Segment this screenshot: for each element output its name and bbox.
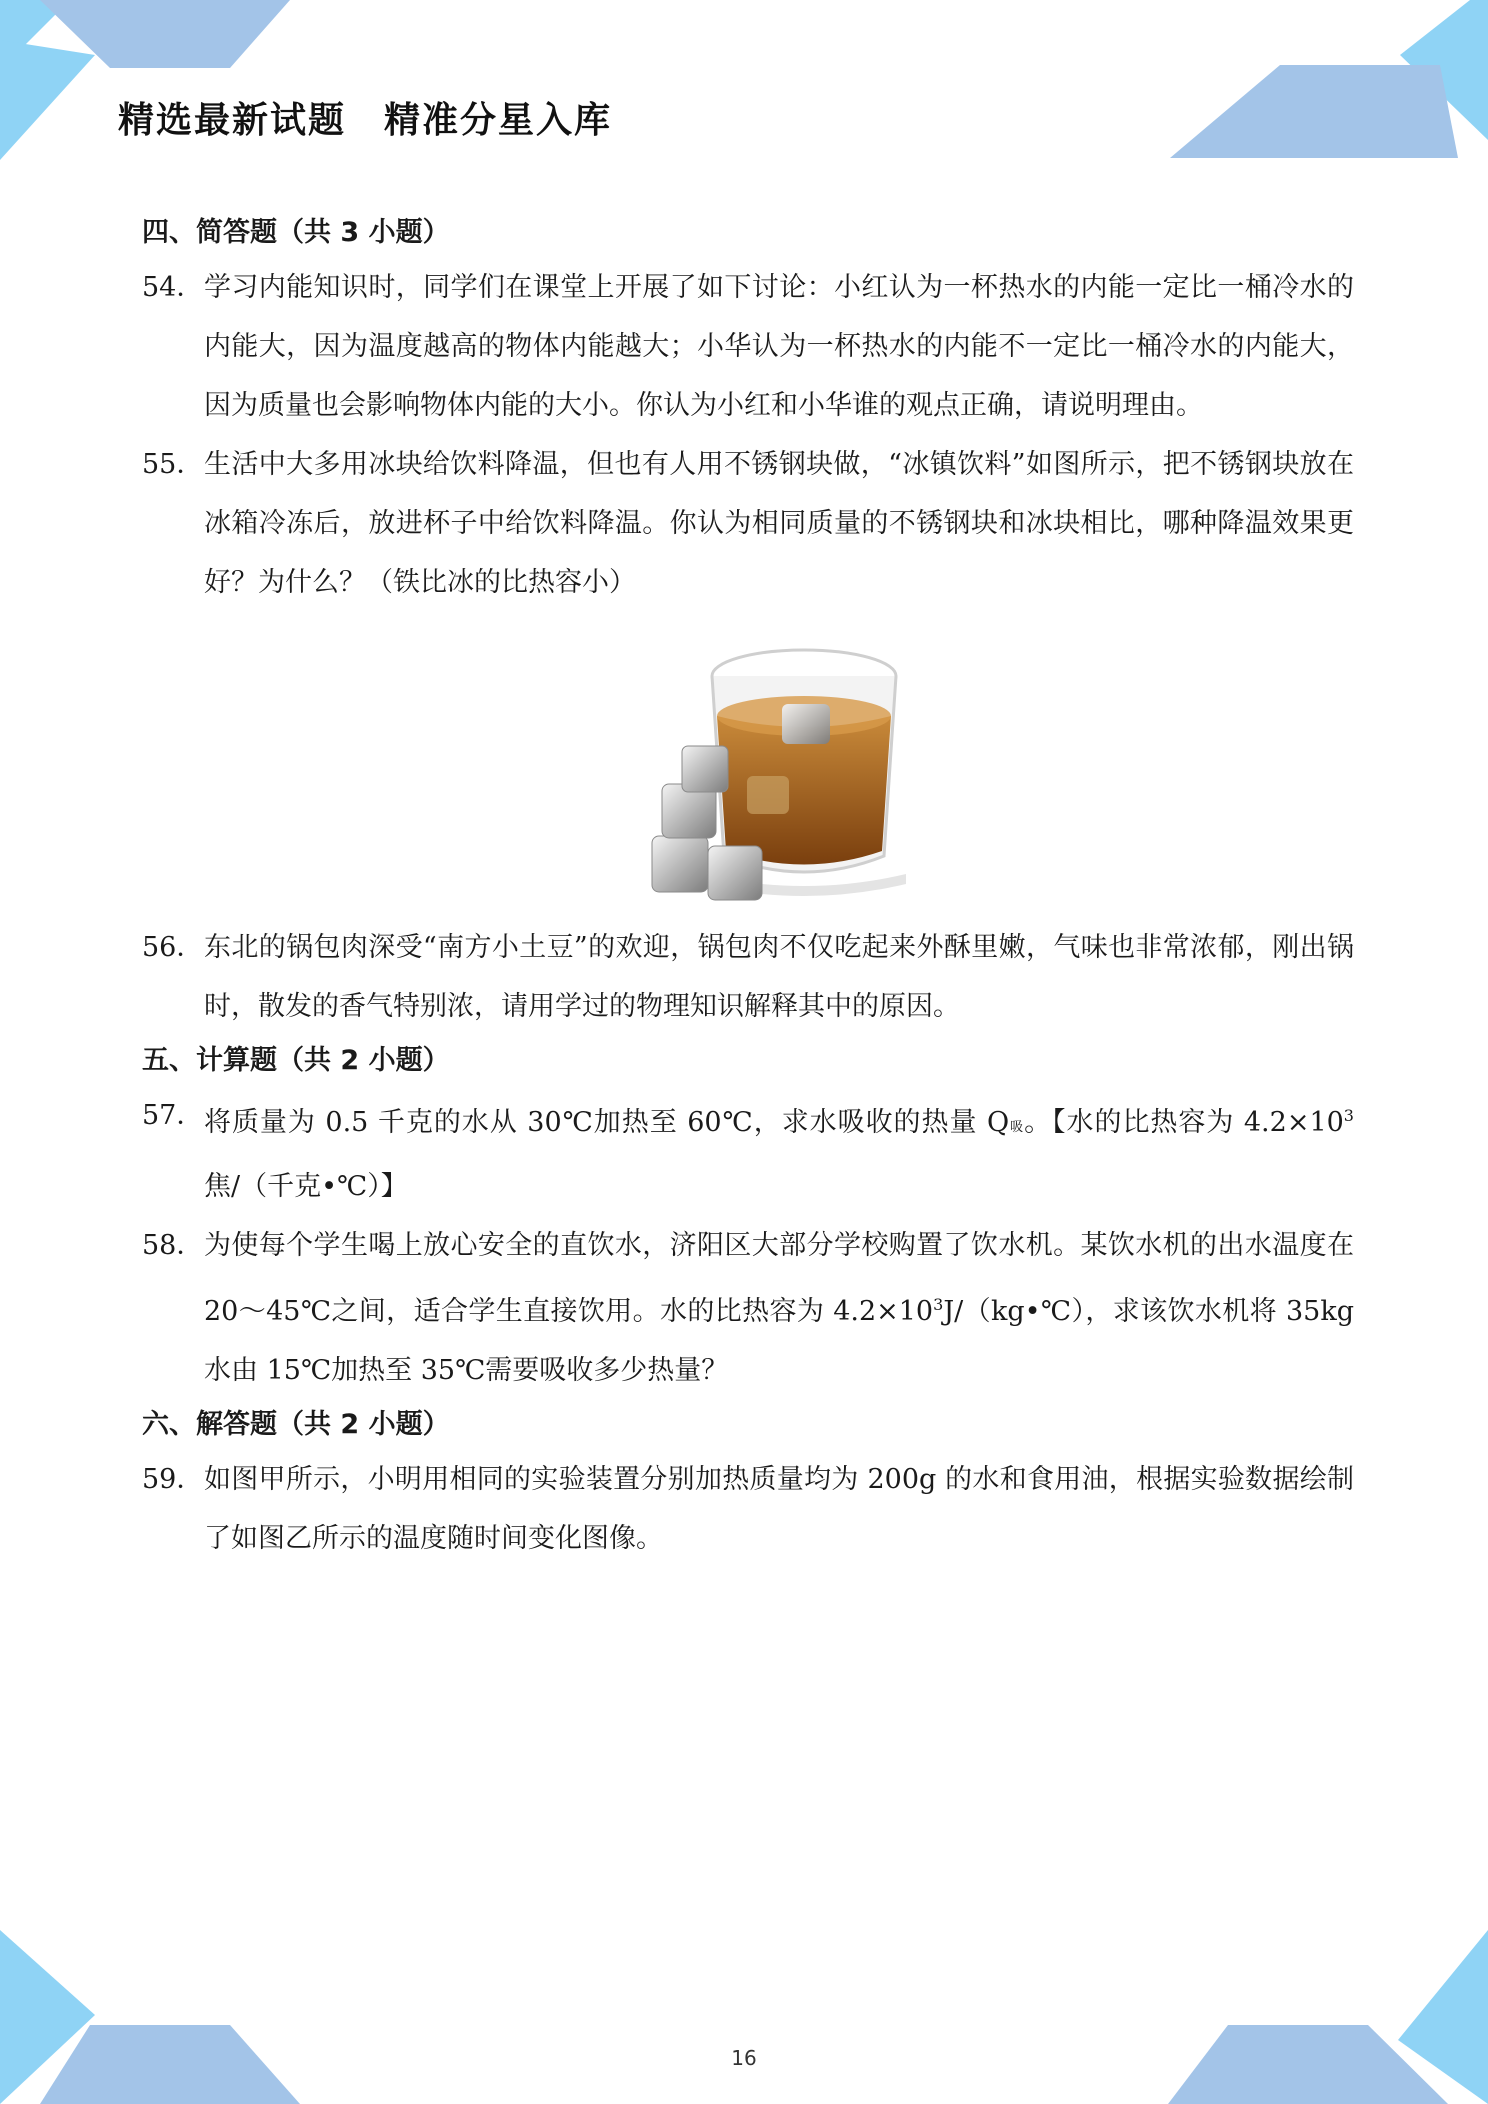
question-text xyxy=(204,1216,1354,1400)
question-text-part: 将质量为 0.5 千克的水从 30℃加热至 60℃，求水吸收的热量 Q xyxy=(204,1107,1010,1138)
question-text-part: 为使每个学生喝上放心安全的直饮水，济阳区大部分学校购置了饮水机。某饮水机的出水温度在 20～45℃之间，适合学生直接饮用。水的比热容为 4.2×10 xyxy=(204,1230,1354,1327)
question-text-part: J/（kg•℃），求该饮水机将 35kg 水由 15℃加热至 35℃需要吸收多少热量？ xyxy=(204,1296,1355,1386)
header-title: 精选最新试题 精准分星入库 xyxy=(118,100,613,141)
section-title-solution: 六、解答题（共 2 小题） xyxy=(142,1409,450,1440)
question-text: 生活中大多用冰块给饮料降温，但也有人用不锈钢块做，“冰镇饮料”如图所示，把不锈钢块放在冰箱冷冻后，放进杯子中给饮料降温。你认为相同质量的不锈钢块和冰块相比，哪种降温效果更好？为什么？（铁比冰的比热容小） xyxy=(204,449,1354,598)
question-text: 学习内能知识时，同学们在课堂上开展了如下讨论：小红认为一杯热水的内能一定比一桶冷水的内能大，因为温度越高的物体内能越大；小华认为一杯热水的内能不一定比一桶冷水的内能大，因为质量也会影响物体内能的大小。你认为小红和小华谁的观点正确，请说明理由。 xyxy=(204,272,1354,421)
top-right-decoration xyxy=(1170,0,1488,170)
question-text: 东北的锅包肉深受“南方小土豆”的欢迎，锅包肉不仅吃起来外酥里嫩，气味也非常浓郁，刚出锅时，散发的香气特别浓，请用学过的物理知识解释其中的原因。 xyxy=(204,932,1354,1022)
question-text-part: 焦/（千克•℃）】 xyxy=(204,1171,408,1202)
subscript: 吸 xyxy=(1009,1120,1025,1135)
question-number: 56． xyxy=(142,932,204,963)
question-55 xyxy=(142,435,1354,612)
superscript: 3 xyxy=(933,1295,944,1314)
question-text: 如图甲所示，小明用相同的实验装置分别加热质量均为 200g 的水和食用油，根据实验数据绘制了如图乙所示的温度随时间变化图像。 xyxy=(204,1464,1354,1554)
bottom-right-decoration xyxy=(1168,1930,1488,2104)
question-57 xyxy=(142,1086,1354,1216)
iced-drink-figure xyxy=(142,626,1354,906)
question-text-part: 。【水的比热容为 4.2×10 xyxy=(1024,1107,1344,1138)
question-58 xyxy=(142,1216,1354,1400)
question-text xyxy=(204,1086,1354,1216)
question-56 xyxy=(142,918,1354,1036)
question-number: 54． xyxy=(142,272,204,303)
page-number: 16 xyxy=(731,2046,757,2070)
superscript: 3 xyxy=(1343,1106,1354,1125)
document-body xyxy=(142,208,1354,1568)
question-54 xyxy=(142,258,1354,435)
section-title-calculation: 五、计算题（共 2 小题） xyxy=(142,1045,450,1076)
question-number: 59． xyxy=(142,1464,204,1495)
bottom-left-decoration xyxy=(0,1930,320,2104)
question-number: 58． xyxy=(142,1230,204,1261)
question-number: 55． xyxy=(142,449,204,480)
question-number: 57． xyxy=(142,1100,204,1131)
question-59 xyxy=(142,1450,1354,1568)
top-left-decoration xyxy=(0,0,300,170)
glass-with-steel-cubes-image xyxy=(142,626,1354,906)
section-title-short-answer: 四、简答题（共 3 小题） xyxy=(142,217,450,248)
